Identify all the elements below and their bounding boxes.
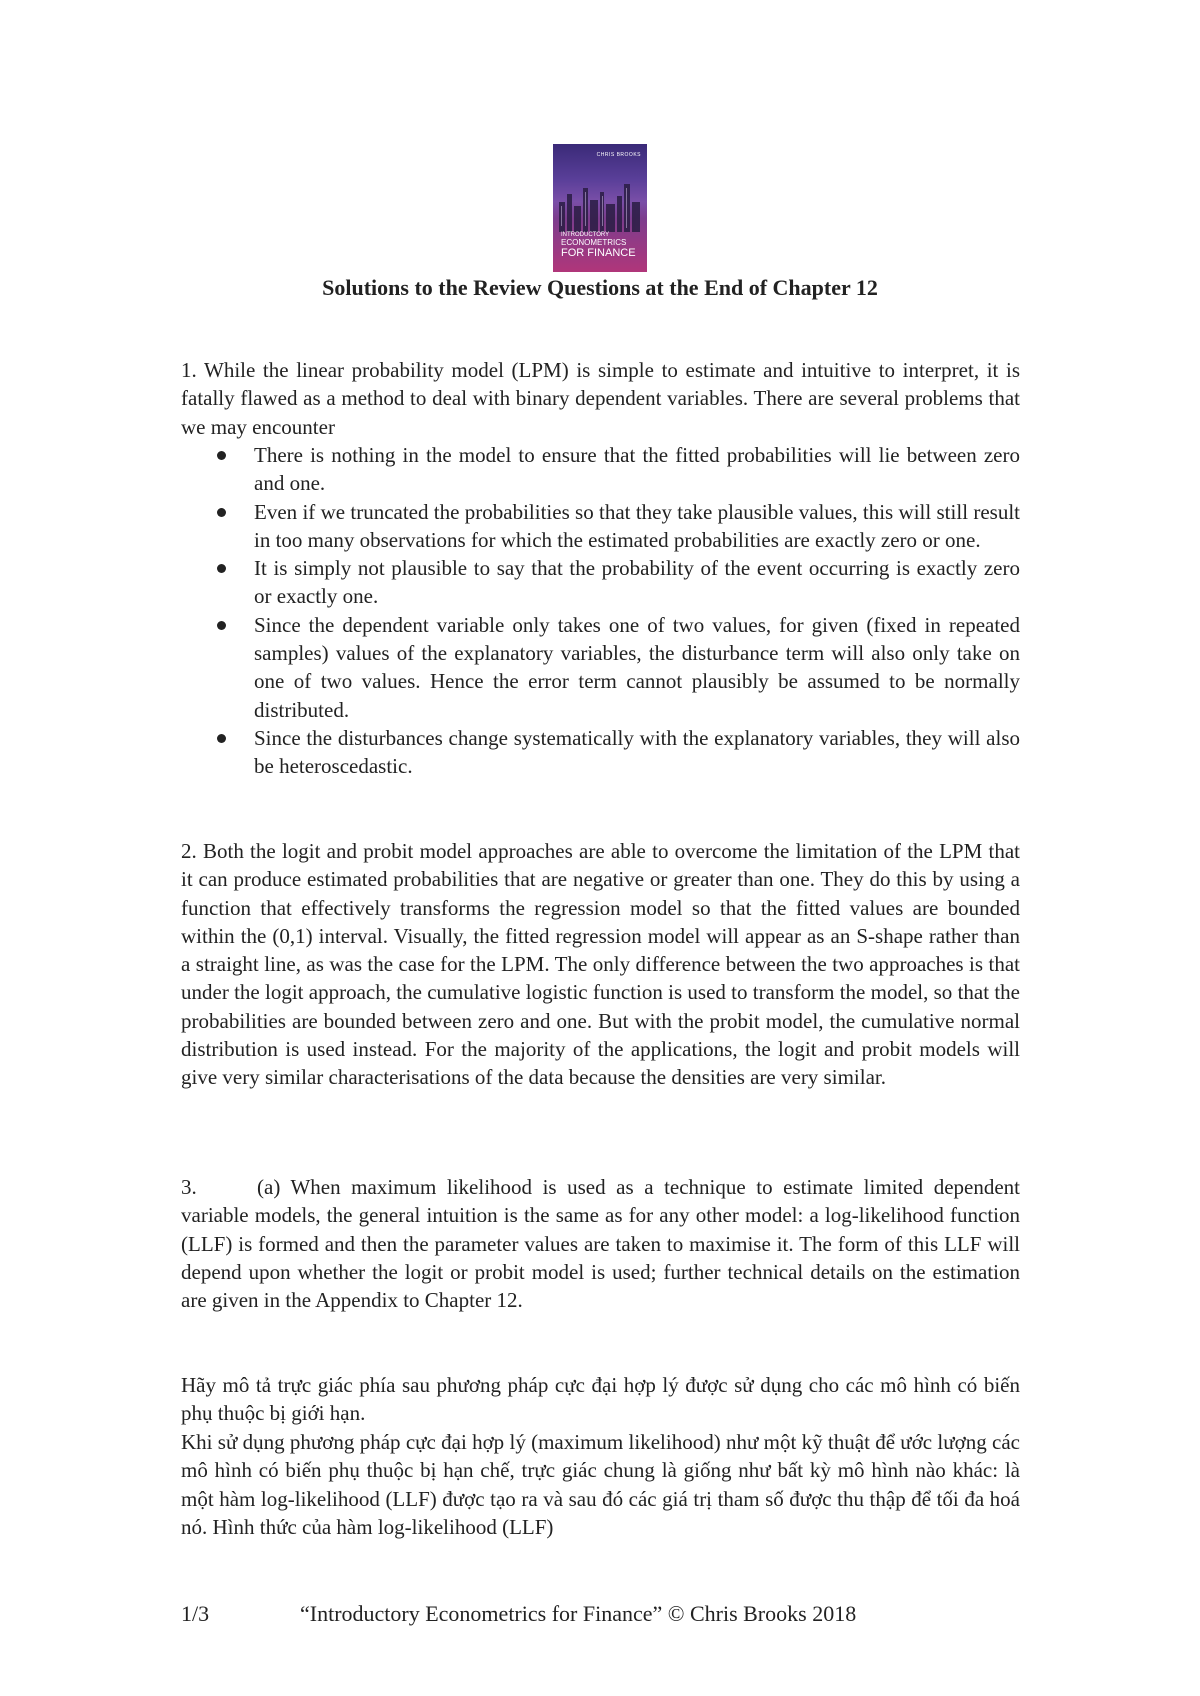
page-footer [181, 1599, 1020, 1629]
cover-title-line3: FOR FINANCE [561, 247, 636, 259]
answer3-paragraph [181, 1173, 1020, 1314]
bullet-icon [217, 734, 226, 743]
answer3-text: (a) When maximum likelihood is used as a technique to estimate limited dependent variable models, the general intuition is the same as for any other model: a log-likelihood function (LLF) is formed and then the parameter values are taken to maximise it. The form of this LLF will depend upon whether the logit or probit model is used; further technical details on the estimation are given in the Appendix to Chapter 12. [181, 1175, 1020, 1313]
bullet-icon [217, 451, 226, 460]
vietnamese-question: Hãy mô tả trực giác phía sau phương pháp cực đại hợp lý được sử dụng cho các mô hình có biến phụ thuộc bị giới hạn. [181, 1373, 1020, 1426]
cover-author: CHRIS BROOKS [596, 152, 641, 158]
bullet-icon [217, 508, 226, 517]
answer1-intro: 1. While the linear probability model (LPM) is simple to estimate and intuitive to interpret, it is fatally flawed as a method to deal with binary dependent variables. There are several problems that we may encounter [181, 358, 1020, 439]
vietnamese-answer: Khi sử dụng phương pháp cực đại hợp lý (maximum likelihood) như một kỹ thuật để ước lượng các mô hình có biến phụ thuộc bị hạn chế, trực giác chung là giống như bất kỳ mô hình nào khác: là một hàm log-likelihood (LLF) được tạo ra và sau đó các giá trị tham số được thu thập để tối đa hoá nó. Hình thức của hàm log-likelihood (LLF) [181, 1430, 1020, 1539]
bullet-text: There is nothing in the model to ensure that the fitted probabilities will lie between zero and one. [254, 443, 1020, 496]
cover-title-line1: INTRODUCTORY [561, 232, 610, 238]
answer1-bullet-list [181, 441, 1020, 781]
bullet-icon [217, 621, 226, 630]
list-item [181, 724, 1020, 781]
bullet-text: Since the disturbances change systematically with the explanatory variables, they will also be heteroscedastic. [254, 725, 1020, 779]
list-item [181, 498, 1020, 555]
cover-title-line2: ECONOMETRICS [561, 238, 627, 247]
answer2-paragraph: 2. Both the logit and probit model approaches are able to overcome the limitation of the LPM that it can produce estimated probabilities that are negative or greater than one. They do this by using a function that effectively transforms the regression model so that the fitted values are bounded within the (0,1) interval. Visually, the fitted regression model will appear as an S-shape rather than a straight line, as was the case for the LPM. The only difference between the two approaches is that under the logit approach, the cumulative logistic function is used to transform the model, so that the probabilities are bounded between zero and one. But with the probit model, the cumulative normal distribution is used instead. For the majority of the applications, the logit and probit models will give very similar characterisations of the data because the densities are very similar. [181, 839, 1020, 1090]
list-item [181, 441, 1020, 498]
book-cover-image [553, 144, 647, 272]
page-number: 1/3 [181, 1601, 210, 1626]
bullet-text: It is simply not plausible to say that the probability of the event occurring is exactly zero or exactly one. [254, 556, 1020, 609]
document-title: Solutions to the Review Questions at the End of Chapter 12 [322, 275, 878, 300]
footer-citation: “Introductory Econometrics for Finance” © Chris Brooks 2018 [300, 1601, 857, 1626]
answer3-number: 3. [181, 1175, 197, 1199]
list-item [181, 554, 1020, 611]
list-item [181, 611, 1020, 724]
bullet-icon [217, 564, 226, 573]
bullet-text: Even if we truncated the probabilities so that they take plausible values, this will still result in too many observations for which the estimated probabilities are exactly zero or one. [254, 499, 1020, 552]
bullet-text: Since the dependent variable only takes one of two values, for given (fixed in repeated samples) values of the explanatory variables, the disturbance term will also only take on one of two values. Hence the error term cannot plausibly be assumed to be normally distributed. [254, 612, 1020, 722]
